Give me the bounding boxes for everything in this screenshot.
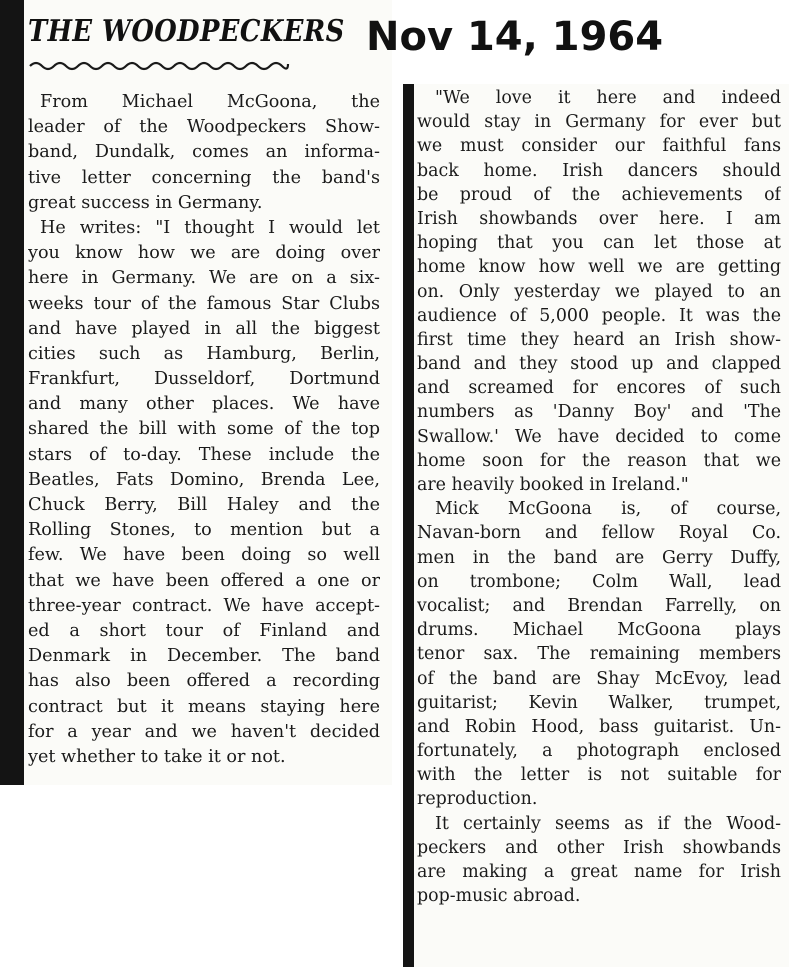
text-line: we must consider our faithful fans bbox=[417, 136, 781, 157]
text-line: peckers and other Irish showbands bbox=[417, 837, 781, 858]
text-line: cities such as Hamburg, Berlin, bbox=[28, 343, 380, 364]
text-line: that we have been offered a one or bbox=[28, 570, 380, 591]
text-line: back home. Irish dancers should bbox=[417, 160, 781, 181]
text-line: on. Only yesterday we played to an bbox=[417, 281, 781, 302]
article-column-left bbox=[28, 90, 380, 770]
text-line: has also been offered a recording bbox=[28, 671, 380, 692]
text-line: would stay in Germany for ever but bbox=[417, 112, 781, 133]
article-column-right bbox=[417, 86, 781, 908]
text-line: weeks tour of the famous Star Clubs bbox=[28, 293, 380, 314]
text-line: Rolling Stones, to mention but a bbox=[28, 520, 380, 541]
text-line: tenor sax. The remaining members bbox=[417, 644, 781, 665]
text-line: Swallow.' We have decided to come bbox=[417, 426, 781, 447]
text-line: are heavily booked in Ireland." bbox=[417, 475, 689, 495]
text-line: stars of to-day. These include the bbox=[28, 444, 380, 465]
text-line: band and they stood up and clapped bbox=[417, 354, 781, 375]
text-line: three-year contract. We have accept- bbox=[28, 595, 380, 616]
text-line: Beatles, Fats Domino, Brenda Lee, bbox=[28, 469, 380, 490]
text-line: and many other places. We have bbox=[28, 394, 380, 415]
text-line: pop-music abroad. bbox=[417, 886, 581, 907]
text-line: fortunately, a photograph enclosed bbox=[417, 741, 781, 762]
text-line: of the band are Shay McEvoy, lead bbox=[417, 668, 781, 689]
text-line: From Michael McGoona, the bbox=[40, 92, 380, 112]
text-line: you know how we are doing over bbox=[28, 243, 380, 264]
text-line: few. We have been doing so well bbox=[28, 545, 380, 566]
text-line: Mick McGoona is, of course, bbox=[435, 499, 781, 520]
text-line: tive letter concerning the band's bbox=[28, 167, 380, 188]
right-clipping-edge bbox=[403, 84, 414, 967]
text-line: men in the band are Gerry Duffy, bbox=[417, 547, 781, 568]
text-line: for a year and we haven't decided bbox=[28, 721, 380, 742]
text-line: and have played in all the biggest bbox=[28, 318, 380, 339]
text-line: hoping that you can let those at bbox=[417, 233, 781, 254]
text-line: band, Dundalk, comes an informa- bbox=[28, 142, 380, 163]
text-line: audience of 5,000 people. It was the bbox=[417, 305, 781, 326]
text-line: vocalist; and Brendan Farrelly, on bbox=[417, 595, 781, 616]
text-line: It certainly seems as if the Wood- bbox=[435, 813, 781, 834]
text-line: home know how well we are getting bbox=[417, 257, 781, 278]
text-line: He writes: "I thought I would let bbox=[40, 217, 380, 238]
text-line: great success in Germany. bbox=[28, 192, 263, 213]
text-line: "We love it here and indeed bbox=[435, 88, 781, 108]
text-line: yet whether to take it or not. bbox=[28, 746, 286, 767]
date-label: Nov 14, 1964 bbox=[366, 14, 664, 60]
text-line: ed a short tour of Finland and bbox=[28, 620, 380, 641]
text-line: drums. Michael McGoona plays bbox=[417, 620, 781, 641]
text-line: reproduction. bbox=[417, 789, 538, 810]
text-line: shared the bill with some of the top bbox=[28, 419, 380, 440]
text-line: Chuck Berry, Bill Haley and the bbox=[28, 495, 380, 515]
text-line: here in Germany. We are on a six- bbox=[28, 268, 380, 289]
text-line: contract but it means staying here bbox=[28, 696, 380, 717]
text-line: numbers as 'Danny Boy' and 'The bbox=[417, 402, 781, 423]
headline-underline-ornament bbox=[28, 58, 290, 72]
text-line: Frankfurt, Dusseldorf, Dortmund bbox=[28, 369, 380, 390]
text-line: Navan-born and fellow Royal Co. bbox=[417, 523, 781, 544]
text-line: home soon for the reason that we bbox=[417, 450, 781, 471]
text-line: first time they heard an Irish show- bbox=[417, 329, 781, 350]
text-line: guitarist; Kevin Walker, trumpet, bbox=[417, 692, 781, 713]
text-line: and Robin Hood, bass guitarist. Un- bbox=[417, 716, 781, 737]
text-line: Irish showbands over here. I am bbox=[417, 208, 781, 229]
text-line: Denmark in December. The band bbox=[28, 646, 380, 667]
text-line: and screamed for encores of such bbox=[417, 378, 781, 399]
text-line: leader of the Woodpeckers Show- bbox=[28, 117, 380, 138]
text-line: on trombone; Colm Wall, lead bbox=[417, 571, 781, 592]
text-line: be proud of the achievements of bbox=[417, 184, 781, 205]
left-clipping-edge bbox=[0, 0, 24, 785]
text-line: with the letter is not suitable for bbox=[417, 765, 781, 786]
text-line: are making a great name for Irish bbox=[417, 862, 781, 882]
article-headline: THE WOODPECKERS bbox=[28, 14, 345, 49]
